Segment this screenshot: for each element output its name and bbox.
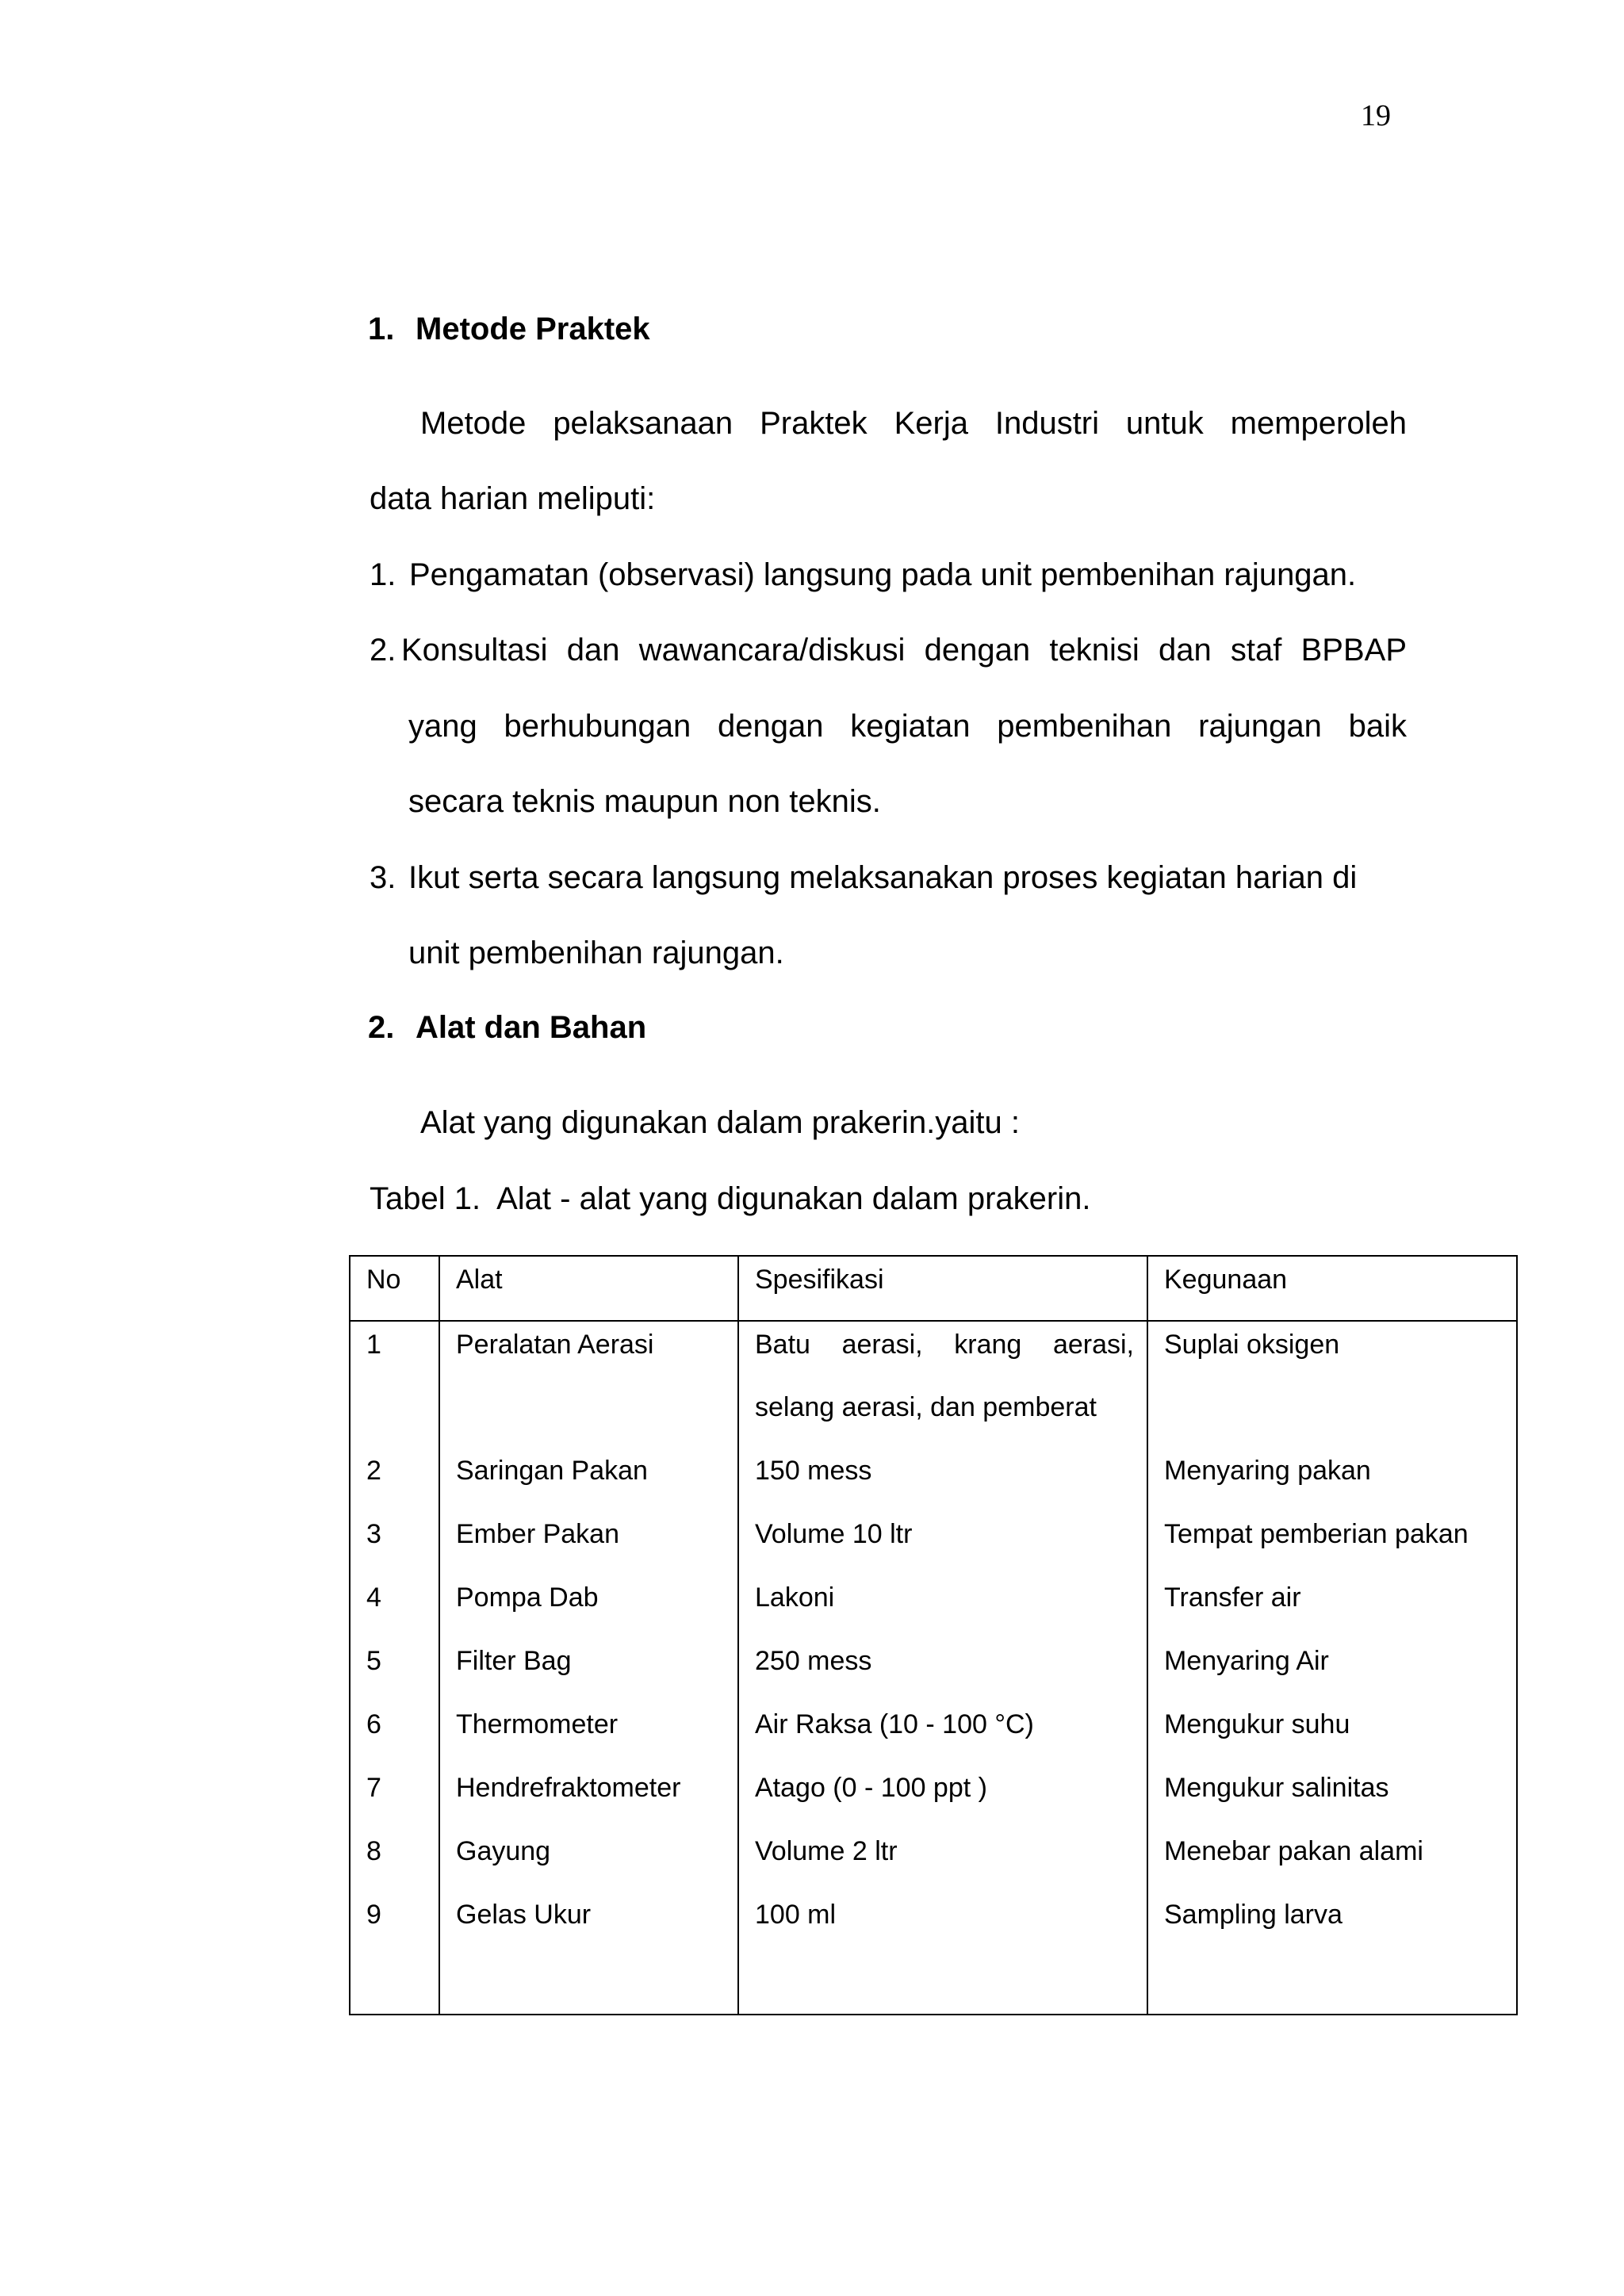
table-cell-alat: Thermometer — [456, 1709, 619, 1739]
list-item-text: Pengamatan (observasi) langsung pada unit pembenihan rajungan. — [409, 557, 1357, 592]
table-cell-alat: Pompa Dab — [456, 1582, 599, 1613]
table-cell-kegunaan: Mengukur salinitas — [1164, 1773, 1389, 1803]
table-cell-spesifikasi-continuation: selang aerasi, dan pemberat — [755, 1392, 1097, 1422]
table-cell-kegunaan: Mengukur suhu — [1164, 1709, 1350, 1739]
section-heading-alat-dan-bahan — [368, 1010, 646, 1046]
table-cell-spesifikasi: 100 ml — [755, 1900, 837, 1930]
table-cell-spesifikasi: Air Raksa (10 - 100 °C) — [755, 1709, 1034, 1739]
table-cell-spesifikasi: Lakoni — [755, 1582, 835, 1613]
section-intro: Alat yang digunakan dalam prakerin.yaitu : — [420, 1105, 1021, 1140]
table-cell-kegunaan: Menyaring pakan — [1164, 1456, 1371, 1486]
table-cell-alat: Ember Pakan — [456, 1519, 619, 1549]
table-cell-kegunaan: Tempat pemberian pakan — [1164, 1519, 1469, 1549]
table-header-kegunaan: Kegunaan — [1164, 1265, 1288, 1295]
table-header-no: No — [366, 1265, 401, 1295]
table-cell-no: 5 — [366, 1646, 381, 1676]
table-cell-kegunaan: Sampling larva — [1164, 1900, 1342, 1930]
table-header-alat: Alat — [456, 1265, 503, 1295]
list-item — [370, 633, 1407, 668]
table-cell-spesifikasi: Batu aerasi, krang aerasi, — [755, 1330, 1134, 1360]
list-item-number: 2. — [370, 633, 396, 668]
table-header-divider — [350, 1320, 1516, 1322]
list-item — [370, 860, 1357, 896]
section-title: Alat dan Bahan — [416, 1010, 647, 1045]
tools-table — [349, 1255, 1518, 2015]
table-cell-kegunaan: Menyaring Air — [1164, 1646, 1329, 1676]
table-cell-kegunaan: Suplai oksigen — [1164, 1330, 1340, 1360]
list-item-continuation: yang berhubungan dengan kegiatan pembenihan rajungan baik — [408, 709, 1407, 744]
table-cell-alat: Saringan Pakan — [456, 1456, 648, 1486]
table-cell-no: 4 — [366, 1582, 381, 1613]
table-cell-no: 9 — [366, 1900, 381, 1930]
table-cell-spesifikasi: 250 mess — [755, 1646, 872, 1676]
list-item-number: 3. — [370, 860, 396, 895]
table-cell-alat: Gayung — [456, 1836, 551, 1866]
table-cell-no: 8 — [366, 1836, 381, 1866]
list-item-continuation: secara teknis maupun non teknis. — [408, 784, 881, 819]
intro-paragraph-line: Metode pelaksanaan Praktek Kerja Industri untuk memperoleh — [420, 406, 1407, 441]
table-cell-spesifikasi: Volume 10 ltr — [755, 1519, 913, 1549]
table-column-divider — [439, 1257, 440, 2014]
list-item-text: Ikut serta secara langsung melaksanakan proses kegiatan harian di — [408, 860, 1358, 895]
table-cell-alat: Hendrefraktometer — [456, 1773, 681, 1803]
list-item-continuation: unit pembenihan rajungan. — [408, 936, 784, 970]
table-cell-alat: Filter Bag — [456, 1646, 572, 1676]
table-cell-no: 6 — [366, 1709, 381, 1739]
intro-paragraph-line: data harian meliputi: — [370, 481, 656, 516]
list-item-number: 1. — [370, 557, 396, 592]
section-heading-metode-praktek — [368, 312, 650, 347]
table-column-divider — [1147, 1257, 1148, 2014]
table-column-divider — [737, 1257, 739, 2014]
table-caption: Tabel 1. Alat - alat yang digunakan dalam prakerin. — [370, 1181, 1091, 1216]
table-cell-spesifikasi: 150 mess — [755, 1456, 872, 1486]
table-cell-kegunaan: Transfer air — [1164, 1582, 1301, 1613]
section-number: 2. — [368, 1010, 395, 1045]
table-cell-spesifikasi: Atago (0 - 100 ppt ) — [755, 1773, 987, 1803]
table-cell-kegunaan: Menebar pakan alami — [1164, 1836, 1423, 1866]
section-number: 1. — [368, 312, 395, 346]
list-item — [370, 557, 1356, 593]
table-cell-no: 1 — [366, 1330, 381, 1360]
table-cell-no: 2 — [366, 1456, 381, 1486]
section-title: Metode Praktek — [416, 312, 650, 346]
table-cell-no: 3 — [366, 1519, 381, 1549]
table-cell-alat: Gelas Ukur — [456, 1900, 592, 1930]
list-item-text: Konsultasi dan wawancara/diskusi dengan teknisi dan staf BPBAP — [401, 633, 1407, 668]
table-header-spesifikasi: Spesifikasi — [755, 1265, 884, 1295]
table-cell-no: 7 — [366, 1773, 381, 1803]
page-number: 19 — [1361, 99, 1391, 132]
table-cell-spesifikasi: Volume 2 ltr — [755, 1836, 898, 1866]
table-cell-alat: Peralatan Aerasi — [456, 1330, 654, 1360]
